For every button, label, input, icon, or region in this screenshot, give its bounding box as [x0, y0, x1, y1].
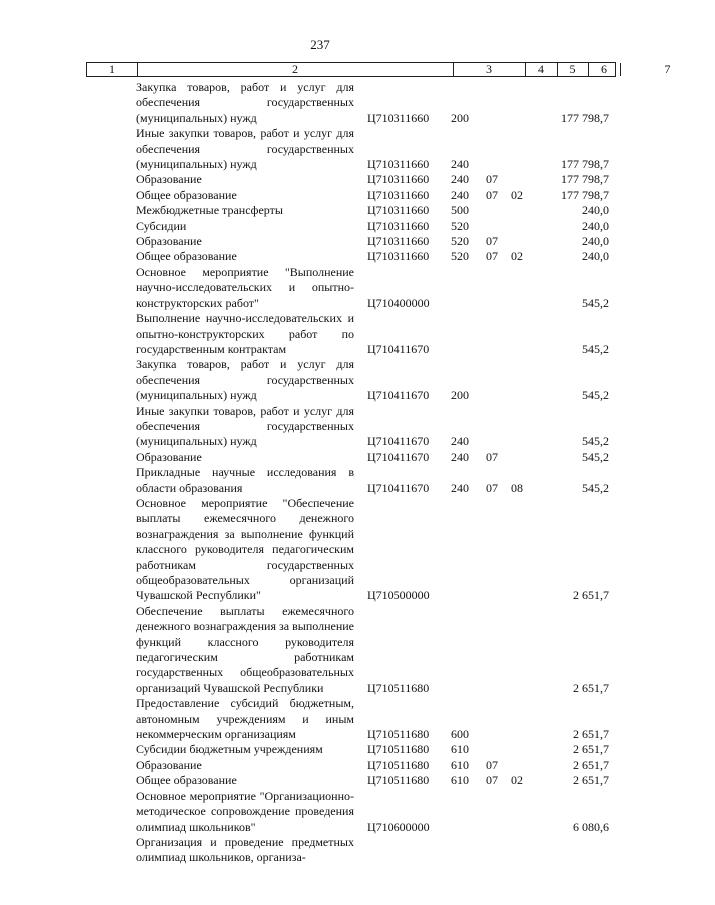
row-amount: 2 651,7 [573, 742, 609, 757]
table-row [0, 203, 640, 218]
row-code: Ц710411670 [367, 434, 430, 449]
row-amount: 2 651,7 [573, 727, 609, 742]
row-name: Прикладные научные исследования в области образования [136, 465, 354, 495]
row-code: Ц710511680 [367, 727, 430, 742]
row-code: Ц710411670 [367, 480, 430, 495]
row-name: Иные закупки товаров, работ и услуг для обеспечения государственных (муниципальных) нужд [136, 126, 354, 172]
row-name: Общее образование [136, 773, 237, 788]
header-col-4: 4 [525, 63, 558, 76]
row-expense-type: 240 [451, 172, 469, 187]
row-code: Ц710311660 [367, 249, 430, 264]
row-amount: 2 651,7 [573, 757, 609, 772]
table-row [0, 404, 640, 450]
header-col-1: 1 [87, 63, 138, 76]
row-amount: 240,0 [582, 203, 609, 218]
row-name: Обеспечение выплаты ежемесячного денежного вознаграждения за выполнение функций классного руководителя педагогическим работникам государственных общеобразовательных организаций Чувашской Республики [136, 603, 354, 695]
row-expense-type: 240 [451, 480, 469, 495]
row-amount: 545,2 [582, 341, 609, 356]
row-section: 07 [486, 187, 498, 202]
row-name: Закупка товаров, работ и услуг для обеспечения государственных (муниципальных) нужд [136, 80, 354, 125]
table-row [0, 126, 640, 172]
row-subsection: 02 [511, 773, 523, 788]
row-name: Основное мероприятие "Обеспечение выплаты ежемесячного денежного вознаграждения за выполнение функций классного руководителя педагогическим работникам государственных общеобразовательных организаций Чувашской Республики" [136, 495, 354, 603]
row-amount: 545,2 [582, 295, 609, 310]
row-section: 07 [486, 449, 498, 464]
row-amount: 177 798,7 [561, 157, 609, 172]
row-amount: 2 651,7 [573, 588, 609, 603]
header-col-3: 3 [453, 63, 526, 76]
row-amount: 545,2 [582, 480, 609, 495]
row-name: Основное мероприятие "Выполнение научно-исследовательских и опытно-конструкторских работ" [136, 264, 354, 310]
row-expense-type: 240 [451, 187, 469, 202]
row-expense-type: 520 [451, 249, 469, 264]
table-row [0, 465, 640, 496]
row-expense-type: 610 [451, 773, 469, 788]
header-col-5: 5 [557, 63, 589, 76]
table-row [0, 450, 640, 465]
row-amount: 6 080,6 [573, 819, 609, 834]
table-row [0, 80, 640, 126]
row-expense-type: 520 [451, 218, 469, 233]
table-row [0, 758, 640, 773]
row-expense-type: 200 [451, 388, 469, 403]
table-row [0, 219, 640, 234]
table-row [0, 188, 640, 203]
row-amount: 240,0 [582, 234, 609, 249]
row-subsection: 08 [511, 480, 523, 495]
row-expense-type: 610 [451, 742, 469, 757]
row-expense-type: 500 [451, 203, 469, 218]
row-amount: 240,0 [582, 218, 609, 233]
row-name: Предоставление субсидий бюджетным, автономным учреждениям и иным некоммерческим организациям [136, 696, 354, 742]
row-amount: 545,2 [582, 434, 609, 449]
table-row [0, 604, 640, 696]
row-amount: 177 798,7 [561, 110, 609, 125]
table-row [0, 249, 640, 264]
page-number: 237 [310, 37, 330, 52]
row-amount: 177 798,7 [561, 172, 609, 187]
row-amount: 240,0 [582, 249, 609, 264]
row-code: Ц710311660 [367, 110, 430, 125]
row-name: Общее образование [136, 249, 237, 264]
header-col-2: 2 [137, 63, 454, 76]
row-section: 07 [486, 234, 498, 249]
row-name: Иные закупки товаров, работ и услуг для обеспечения государственных (муниципальных) нужд [136, 403, 354, 449]
row-name: Закупка товаров, работ и услуг для обеспечения государственных (муниципальных) нужд [136, 357, 354, 403]
row-name: Межбюджетные трансферты [136, 203, 283, 218]
row-code: Ц710311660 [367, 187, 430, 202]
table-row [0, 773, 640, 788]
row-name: Основное мероприятие "Организационно-методическое сопровождение проведения олимпиад школьников" [136, 788, 354, 834]
row-code: Ц710411670 [367, 341, 430, 356]
table-row [0, 172, 640, 187]
row-expense-type: 240 [451, 434, 469, 449]
row-code: Ц710511680 [367, 757, 430, 772]
table-row [0, 835, 640, 866]
row-name: Образование [136, 757, 202, 772]
table-header [86, 62, 671, 77]
row-code: Ц710311660 [367, 234, 430, 249]
row-code: Ц710400000 [367, 295, 430, 310]
row-code: Ц710411670 [367, 388, 430, 403]
row-section: 07 [486, 172, 498, 187]
row-section: 07 [486, 249, 498, 264]
row-subsection: 02 [511, 249, 523, 264]
row-subsection: 02 [511, 187, 523, 202]
row-amount: 177 798,7 [561, 187, 609, 202]
row-name: Образование [136, 172, 202, 187]
row-code: Ц710311660 [367, 172, 430, 187]
row-expense-type: 240 [451, 157, 469, 172]
row-code: Ц710511680 [367, 742, 430, 757]
row-code: Ц710600000 [367, 819, 430, 834]
table-row [0, 696, 640, 742]
row-name: Образование [136, 234, 202, 249]
table-row [0, 265, 640, 311]
row-code: Ц710411670 [367, 449, 430, 464]
table-row [0, 234, 640, 249]
table-row [0, 357, 640, 403]
row-code: Ц710311660 [367, 218, 430, 233]
row-code: Ц710311660 [367, 157, 430, 172]
row-name: Образование [136, 449, 202, 464]
row-code: Ц710511680 [367, 773, 430, 788]
row-expense-type: 200 [451, 110, 469, 125]
table-row [0, 496, 640, 604]
header-col-7: 7 [664, 62, 671, 76]
row-amount: 2 651,7 [573, 680, 609, 695]
header-col-6: 6 [588, 63, 621, 76]
row-expense-type: 520 [451, 234, 469, 249]
row-name: Общее образование [136, 187, 237, 202]
row-name: Выполнение научно-исследовательских и опытно-конструкторских работ по государственным контрактам [136, 311, 354, 356]
row-code: Ц710311660 [367, 203, 430, 218]
row-name: Субсидии бюджетным учреждениям [136, 742, 323, 757]
table-body [0, 80, 640, 866]
table-row [0, 311, 640, 357]
table-row [0, 742, 640, 757]
row-name: Субсидии [136, 218, 187, 233]
row-section: 07 [486, 480, 498, 495]
row-name: Организация и проведение предметных олимпиад школьников, организа- [136, 834, 354, 865]
row-expense-type: 610 [451, 757, 469, 772]
row-expense-type: 600 [451, 727, 469, 742]
row-amount: 2 651,7 [573, 773, 609, 788]
row-code: Ц710511680 [367, 680, 430, 695]
row-amount: 545,2 [582, 449, 609, 464]
row-section: 07 [486, 757, 498, 772]
table-row [0, 789, 640, 835]
row-code: Ц710500000 [367, 588, 430, 603]
row-section: 07 [486, 773, 498, 788]
row-expense-type: 240 [451, 449, 469, 464]
row-amount: 545,2 [582, 388, 609, 403]
